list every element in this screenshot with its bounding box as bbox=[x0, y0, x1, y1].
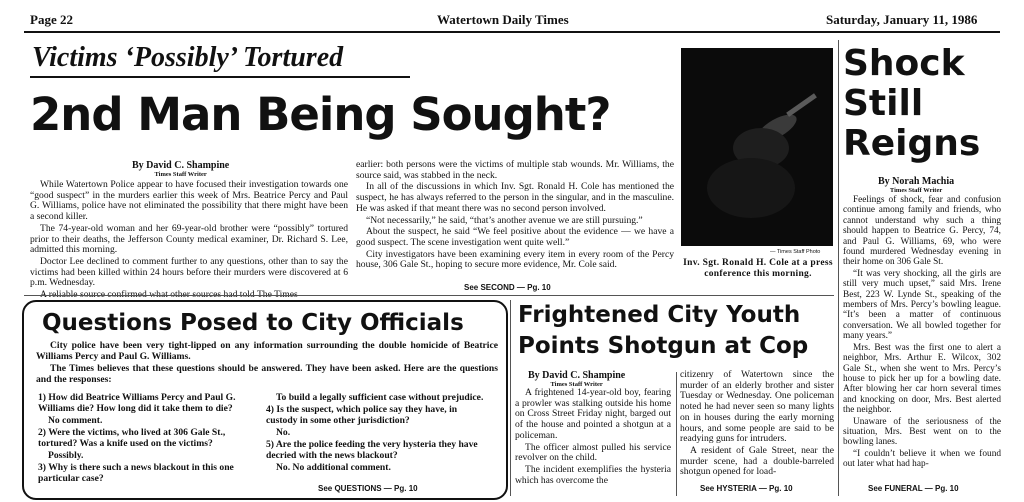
side-headline-line: Reigns bbox=[843, 123, 981, 164]
question: 4) Is the suspect, which police say they have, in custody in some other jurisdiction? bbox=[266, 404, 458, 426]
section-divider bbox=[24, 295, 834, 296]
side-column bbox=[843, 195, 1001, 471]
lead-kicker: Victims ‘Possibly’ Tortured bbox=[32, 42, 344, 73]
paragraph: Unaware of the seriousness of the situation, Mrs. Best went on to the bowling lanes. bbox=[843, 416, 1001, 448]
question: 1) How did Beatrice Williams Percy and Paul G. Williams die? How long did it take them to die? bbox=[38, 392, 236, 414]
questions-left-column bbox=[38, 392, 256, 485]
issue-date: Saturday, January 11, 1986 bbox=[826, 12, 978, 27]
lead-byline: By David C. Shampine bbox=[132, 160, 230, 171]
question: To build a legally sufficient case without prejudice. bbox=[276, 392, 484, 403]
questions-jump-line[interactable]: See QUESTIONS — Pg. 10 bbox=[318, 484, 418, 493]
questions-right-column bbox=[266, 392, 490, 474]
paragraph: “It was very shocking, all the girls are still very much upset,” said Mrs. Irene Best, 223 W. Lynde St., speaking of the members of Mrs. Percy’s bowling league. “It’s been a matter of continuous conversation. We all bowled together for many years.” bbox=[843, 268, 1001, 342]
youth-column-2 bbox=[680, 370, 834, 479]
side-byline: By Norah Machia bbox=[878, 176, 955, 187]
side-byline-title: Times Staff Writer bbox=[889, 187, 943, 194]
youth-byline-block bbox=[528, 370, 625, 388]
page-number: Page 22 bbox=[30, 12, 73, 27]
paragraph: A resident of Gale Street, near the murder scene, had a double-barreled shotgun opened for load- bbox=[680, 444, 834, 478]
lead-column-1 bbox=[30, 180, 348, 302]
paragraph: The 74-year-old woman and her 69-year-old brother were “possibly” tortured prior to their deaths, the Jefferson County medical examiner, Dr. Richard S. Lee, admitted this morning. bbox=[30, 222, 348, 256]
youth-column-1 bbox=[515, 388, 671, 487]
side-headline bbox=[843, 44, 980, 164]
paper-name: Watertown Daily Times bbox=[437, 12, 569, 27]
column-divider bbox=[676, 372, 677, 496]
side-jump-line[interactable]: See FUNERAL — Pg. 10 bbox=[868, 484, 959, 493]
kicker-rule bbox=[30, 76, 410, 78]
intro-paragraph: The Times believes that these questions should be answered. They have been asked. Here are the questions and the responses: bbox=[36, 363, 498, 385]
lead-jump-line[interactable]: See SECOND — Pg. 10 bbox=[464, 283, 551, 292]
photo-caption: Inv. Sgt. Ronald H. Cole at a press conference this morning. bbox=[683, 258, 833, 279]
youth-jump-line[interactable]: See HYSTERIA — Pg. 10 bbox=[700, 484, 793, 493]
photo-credit: — Times Staff Photo bbox=[770, 249, 821, 255]
side-headline-line: Still bbox=[843, 83, 924, 124]
lead-byline-title: Times Staff Writer bbox=[154, 171, 207, 178]
youth-byline-title: Times Staff Writer bbox=[550, 381, 603, 388]
question: 3) Why is there such a news blackout in this one particular case? bbox=[38, 462, 234, 484]
paragraph: “I couldn’t believe it when we found out later what had hap- bbox=[843, 448, 1001, 470]
answer: No comment. bbox=[48, 415, 103, 426]
answer: No. No additional comment. bbox=[276, 462, 391, 473]
paragraph: The incident exemplifies the hysteria which has overcome the bbox=[515, 463, 671, 486]
lead-byline-block bbox=[132, 160, 229, 178]
column-divider bbox=[510, 300, 511, 496]
question: 2) Were the victims, who lived at 306 Gale St., tortured? Was a knife used on the victims? bbox=[38, 427, 226, 449]
answer: Possibly. bbox=[48, 450, 84, 461]
photo-image bbox=[681, 48, 833, 246]
paragraph: Mrs. Best was the first one to alert a neighbor, Mrs. Arthur E. Wilcox, 302 Gale St., when she went to Mrs. Percy’s house to pick her up for a bowling date. After blowing her car horn several times and knocking on door, Mrs. Best alerted the neighbor. bbox=[843, 342, 1001, 416]
paragraph: citizenry of Watertown since the murder of an elderly brother and sister Tuesday or Wednesday. One policeman noted he had never seen so many lights on in houses during the early morning hours, and some people are said to be readying guns for intruders. bbox=[680, 369, 834, 445]
intro-paragraph: City police have been very tight-lipped on any information surrounding the double homicide of Beatrice Williams Percy and Paul G. Williams. bbox=[36, 340, 498, 362]
lead-headline: 2nd Man Being Sought? bbox=[30, 88, 611, 141]
questions-intro bbox=[36, 340, 498, 386]
paragraph: In all of the discussions in which Inv. Sgt. Ronald H. Cole has mentioned the suspect, he has always referred to the person in the singular, and in the masculine. He was asked if that meant there was no second person involved. bbox=[356, 181, 674, 214]
side-byline-block bbox=[878, 176, 954, 194]
youth-headline-line: Points Shotgun at Cop bbox=[518, 333, 809, 359]
youth-headline bbox=[518, 300, 808, 362]
paragraph: The officer almost pulled his service revolver on the child. bbox=[515, 441, 671, 464]
press-conference-photo bbox=[681, 48, 833, 246]
questions-headline: Questions Posed to City Officials bbox=[42, 310, 464, 336]
paragraph: City investigators have been examining every item in every room of the Percy house, 306 Gale St., hoping to secure more evidence, Mr. Cole said. bbox=[356, 248, 674, 271]
masthead-rule bbox=[24, 31, 1000, 33]
paragraph: Doctor Lee declined to comment further to any questions, other than to say the victims had been killed within 24 hours before their murders were discovered at 6 p.m. Wednesday. bbox=[30, 255, 348, 289]
paragraph: earlier: both persons were the victims of multiple stab wounds. Mr. Williams, the source said, was stabbed in the neck. bbox=[356, 159, 674, 181]
paragraph: While Watertown Police appear to have focused their investigation towards one “good suspect” in the murders earlier this week of Mrs. Beatrice Percy and Paul G. Williams, police have not eliminated the possibility that there might have been a second killer. bbox=[30, 179, 348, 223]
paragraph: A frightened 14-year-old boy, fearing a prowler was stalking outside his home on Cross Street Friday night, barged out of the house and pointed a shotgun at a policeman. bbox=[515, 387, 671, 441]
paragraph: “Not necessarily,” he said, “that’s another avenue we are still pursuing.” bbox=[366, 214, 643, 226]
youth-headline-line: Frightened City Youth bbox=[518, 302, 801, 328]
column-divider bbox=[838, 40, 839, 496]
side-headline-line: Shock bbox=[843, 43, 965, 84]
paragraph: About the suspect, he said “We feel positive about the evidence — we have a good suspect. The scene investigation went quite well.” bbox=[356, 226, 674, 248]
paragraph: Feelings of shock, fear and confusion continue among family and friends, who cannot understand why such a thing should happen to Beatrice G. Percy, 74, and Paul G. Williams, 69, who were found murdered Wednesday evening in their home on 306 Gale St. bbox=[843, 195, 1001, 268]
answer: No. bbox=[276, 427, 291, 438]
youth-byline: By David C. Shampine bbox=[528, 370, 626, 381]
lead-column-2 bbox=[356, 160, 674, 272]
question: 5) Are the police feeding the very hysteria they have decried with the news blackout? bbox=[266, 439, 478, 461]
